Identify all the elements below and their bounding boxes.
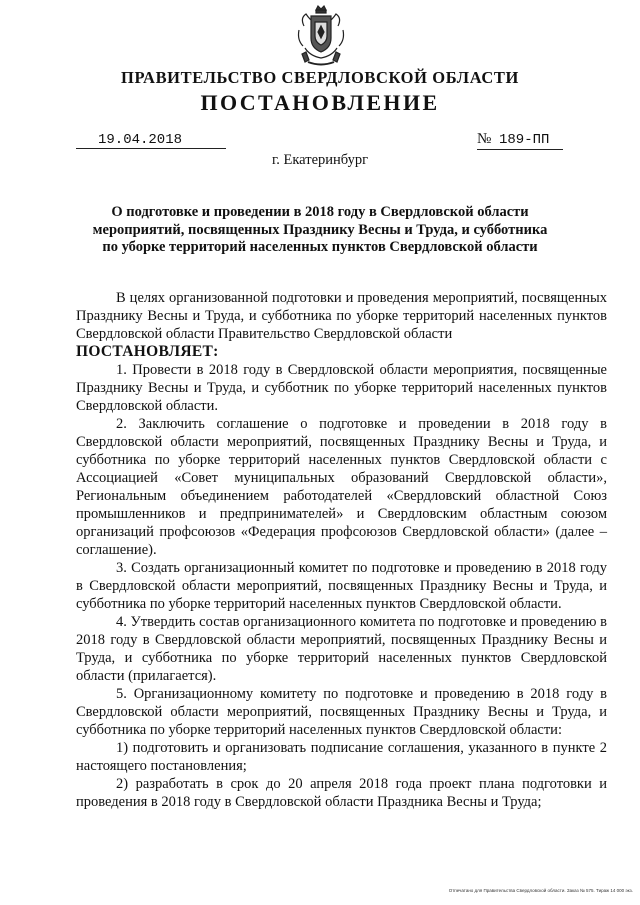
- document-number-value: 189-ПП: [499, 132, 550, 148]
- paragraph-4: 4. Утвердить состав организационного комитета по подготовке и проведению в 2018 году в Свердловской области мероприятий, посвященных Празднику Весны и Труда, и субботника по уборке территорий населенных пунктов Свердловской области (прилагается).: [76, 614, 607, 684]
- government-name: ПРАВИТЕЛЬСТВО СВЕРДЛОВСКОЙ ОБЛАСТИ: [121, 68, 519, 87]
- resolves-word: ПОСТАНОВЛЯЕТ:: [76, 343, 219, 360]
- intro-paragraph: В целях организованной подготовки и проведения мероприятий, посвященных Празднику Весны и Труда, и субботника по уборке территорий населенных пунктов Свердловской области Правительство Свердловской области: [76, 290, 607, 342]
- print-footer: Отпечатано для Правительства Свердловской области. Заказ № 575. Тираж 14 000 экз.: [448, 888, 633, 893]
- document-date: 19.04.2018: [76, 132, 226, 149]
- title-line: по уборке территорий населенных пунктов Свердловской области: [102, 239, 538, 255]
- paragraph-5: 5. Организационному комитету по подготовке и проведению в 2018 году в Свердловской области мероприятий, посвященных Празднику Весны и Труда, и субботника по уборке территорий населенных пунктов Свердловской области:: [76, 686, 607, 738]
- city: г. Екатеринбург: [271, 152, 369, 168]
- title-line: О подготовке и проведении в 2018 году в Свердловской области: [111, 204, 529, 220]
- title-line: мероприятий, посвященных Празднику Весны и Труда, и субботника: [92, 221, 548, 238]
- number-sign: №: [477, 131, 492, 147]
- coat-of-arms-icon: [296, 4, 346, 68]
- document-type: ПОСТАНОВЛЕНИЕ: [200, 90, 440, 115]
- paragraph-2: 2. Заключить соглашение о подготовке и проведении в 2018 году в Свердловской области мероприятий, посвященных Празднику Весны и Труда, и субботника по уборке территорий населенных пунктов Свердловской области с Ассоциацией «Совет муниципальных образований Свердловской области», Региональным объединением работодателей «Свердловский областной Союз промышленников и предпринимателей» и Свердловским областным союзом организаций профсоюзов «Федерация профсоюзов Свердловской области» (далее – соглашение).: [76, 416, 607, 558]
- resolves-line: [76, 343, 607, 361]
- document-body: [76, 289, 607, 811]
- document-number: [477, 131, 563, 150]
- document-title: [70, 204, 570, 257]
- paragraph-1: 1. Провести в 2018 году в Свердловской области мероприятия, посвященные Празднику Весны и Труда, и субботник по уборке территорий населенных пунктов Свердловской области.: [76, 362, 607, 414]
- subparagraph-5-2: 2) разработать в срок до 20 апреля 2018 года проект плана подготовки и проведения в 2018 году в Свердловской области Праздника Весны и Труда;: [76, 776, 607, 810]
- paragraph-3: 3. Создать организационный комитет по подготовке и проведению в 2018 году в Свердловской области мероприятий, посвященных Празднику Весны и Труда, и субботника по уборке территорий населенных пунктов Свердловской области.: [76, 560, 607, 612]
- subparagraph-5-1: 1) подготовить и организовать подписание соглашения, указанного в пункте 2 настоящего постановления;: [76, 740, 607, 774]
